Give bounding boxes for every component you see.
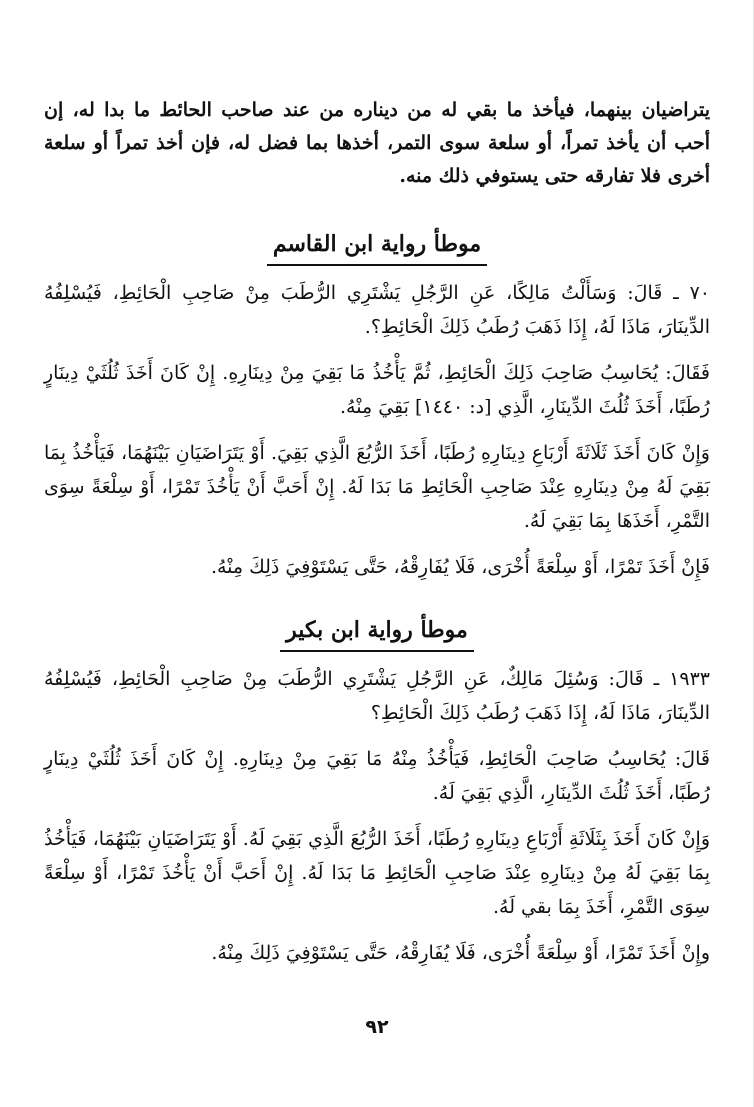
- section-title-text: موطأ رواية ابن القاسم: [267, 228, 487, 266]
- page-body: [44, 94, 710, 970]
- intro-paragraph: يتراضيان بينهما، فيأخذ ما بقي له من ديناره من عند صاحب الحائط ما بدا له، إن أحب أن يأخذ تمراً، أو سلعة سوى التمر، أخذها بما فضل له، فإن أخذ تمراً أو سلعة أخرى فلا تفارقه حتى يستوفي ذلك منه.: [44, 99, 710, 187]
- hadith-paragraph: وإِنْ أَخَذَ تَمْرًا، أَوْ سِلْعَةً أُخْرَى، فَلَا يُفَارِقْهُ، حَتَّى يَسْتَوْفِيَ ذَلِكَ مِنْهُ.: [211, 942, 710, 964]
- intro-text: [44, 94, 710, 193]
- section-title-ibn-al-qasim: [44, 228, 710, 266]
- page-number: ٩٢: [365, 1016, 389, 1038]
- hadith-paragraph: ٧٠ ـ قَالَ: وَسَأَلْتُ مَالِكًا، عَنِ الرَّجُلِ يَشْتَرِي الرُّطَبَ مِنْ صَاحِبِ الْحَائِطِ، فَيُسْلِفُهُ الدِّينَارَ، مَاذَا لَهُ، إِذَا ذَهَبَ رُطَبُ ذَلِكَ الْحَائِطِ؟.: [44, 282, 710, 338]
- section-ibn-al-qasim: [44, 276, 710, 584]
- section-ibn-bukayr: [44, 662, 710, 970]
- hadith-paragraph: قَالَ: يُحَاسِبُ صَاحِبَ الْحَائِطِ، فَيَأْخُذُ مِنْهُ مَا بَقِيَ مِنْ دِينَارِهِ. إِنْ كَانَ أَخَذَ ثُلُثَيْ دِينَارٍ رُطَبًا، أَخَذَ ثُلُثَ الدِّينَارِ، الَّذِي بَقِيَ لَهُ.: [44, 748, 710, 804]
- hadith-paragraph: وَإِنْ كَانَ أَخَذَ بِثَلَاثَةِ أَرْبَاعِ دِينَارِهِ رُطَبًا، أَخَذَ الرُّبُعَ الَّذِي بَقِيَ لَهُ. أَوْ يَتَرَاضَيَانِ بَيْنَهُمَا، فَيَأْخُذُ بِمَا بَقِيَ لَهُ مِنْ دِينَارِهِ عِنْدَ صَاحِبِ الْحَائِطِ مَا بَدَا لَهُ. إِنْ أَحَبَّ أَنْ يَأْخُذَ تَمْرًا، أَوْ سِلْعَةً سِوَى التَّمْرِ، أَخَذَ بِمَا بقي لَهُ.: [44, 828, 710, 918]
- hadith-paragraph: ١٩٣٣ ـ قَالَ: وَسُئِلَ مَالِكٌ، عَنِ الرَّجُلِ يَشْتَرِي الرُّطَبَ مِنْ صَاحِبِ الْحَائِطِ، فَيُسْلِفُهُ الدِّينَارَ، مَاذَا لَهُ، إِذَا ذَهَبَ رُطَبُ ذَلِكَ الْحَائِطِ؟: [44, 668, 710, 724]
- section-title-ibn-bukayr: [44, 614, 710, 652]
- hadith-paragraph: فَقَالَ: يُحَاسِبُ صَاحِبَ ذَلِكَ الْحَائِطِ، ثُمَّ يَأْخُذُ مَا بَقِيَ مِنْ دِينَارِهِ. إِنْ كَانَ أَخَذَ ثُلُثَيْ دِينَارٍ رُطَبًا، أَخَذَ ثُلُثَ الدِّينَارِ، الَّذِي [د: ١٤٤٠] بَقِيَ مِنْهُ.: [44, 362, 710, 418]
- hadith-paragraph: فَإِنْ أَخَذَ تَمْرًا، أَوْ سِلْعَةً أُخْرَى، فَلَا يُفَارِقْهُ، حَتَّى يَسْتَوْفِيَ ذَلِكَ مِنْهُ.: [210, 556, 710, 578]
- hadith-paragraph: وَإِنْ كَانَ أَخَذَ ثَلَاثَةَ أَرْبَاعِ دِينَارِهِ رُطَبًا، أَخَذَ الرُّبُعَ الَّذِي بَقِيَ. أَوْ يَتَرَاضَيَانِ بَيْنَهُمَا، فَيَأْخُذُ بِمَا بَقِيَ لَهُ مِنْ دِينَارِهِ عِنْدَ صَاحِبِ الْحَائِطِ مَا بَدَا لَهُ. إِنْ أَحَبَّ أَنْ يَأْخُذَ تَمْرًا، أَوْ سِلْعَةً سِوَى التَّمْرِ، أَخَذَهَا بِمَا بَقِيَ لَهُ.: [44, 442, 710, 532]
- section-title-text: موطأ رواية ابن بكير: [280, 614, 474, 652]
